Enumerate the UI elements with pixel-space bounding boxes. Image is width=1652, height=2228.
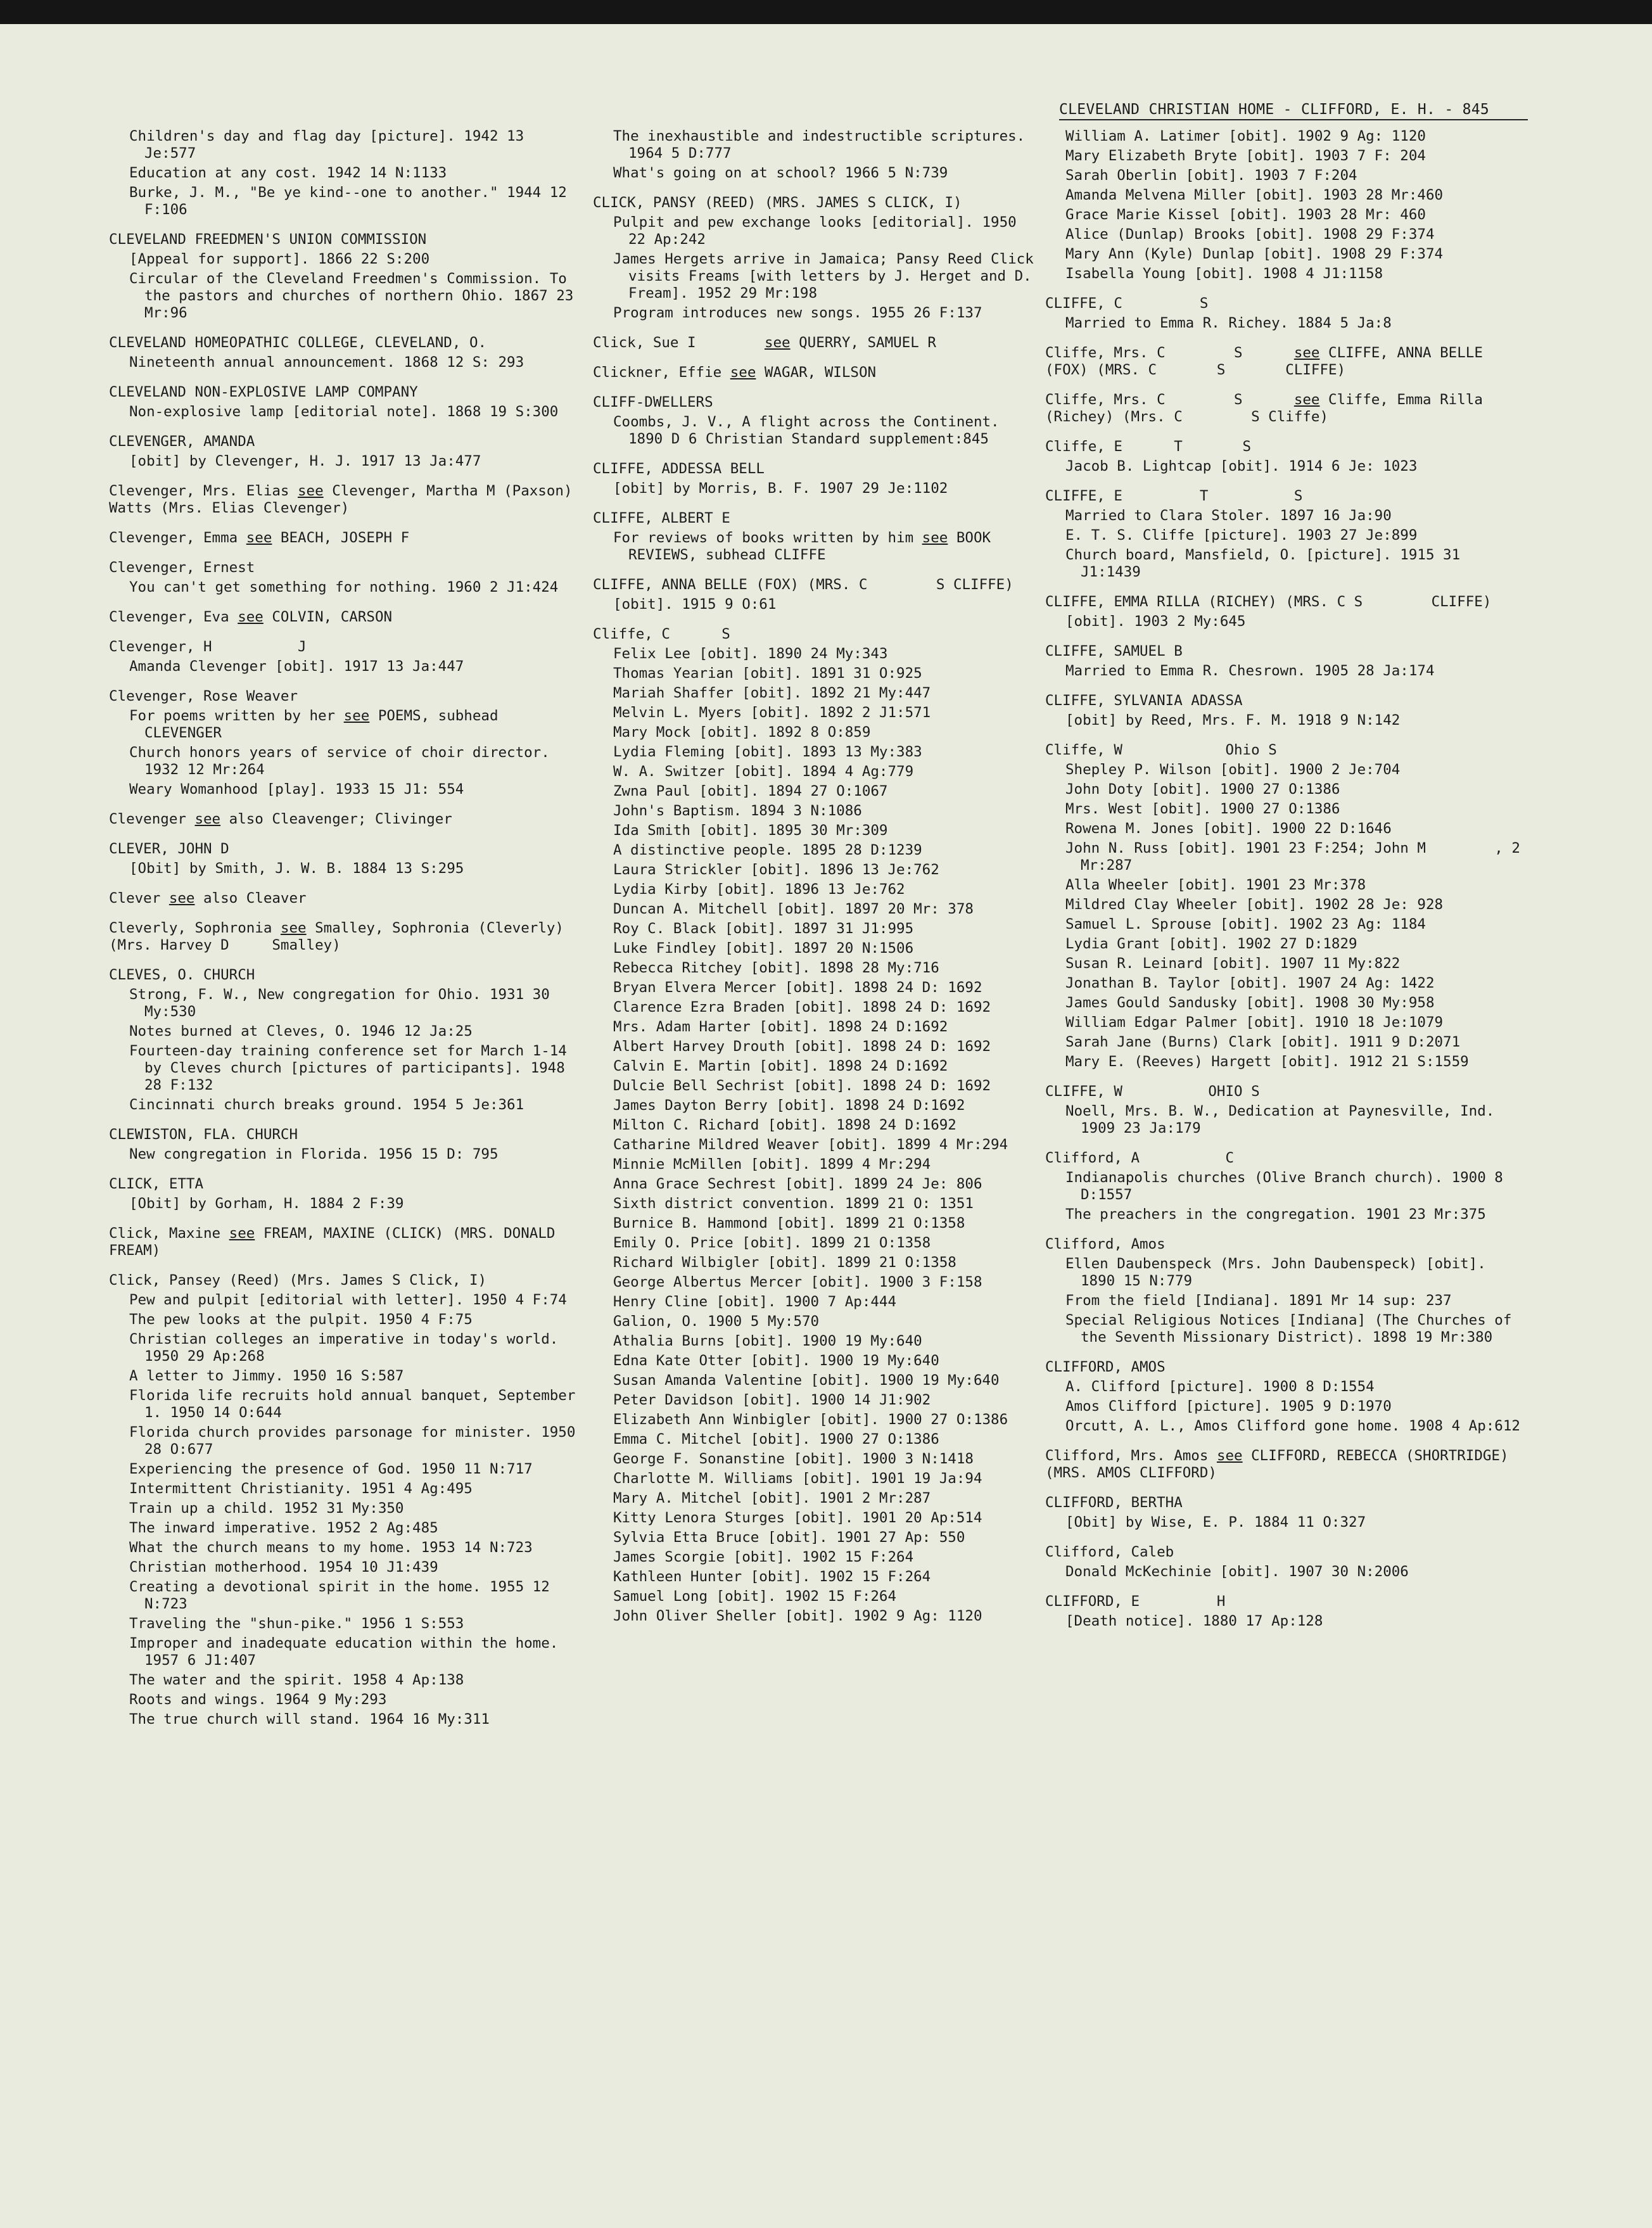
index-entry bbox=[109, 384, 578, 421]
citation-line: Charlotte M. Williams [obit]. 1901 19 Ja:94 bbox=[613, 1470, 982, 1487]
entry-heading: CLIFFE, EMMA RILLA (RICHEY) (MRS. C S CLIFFE) bbox=[1045, 594, 1492, 610]
citation-line: Christian colleges an imperative in today's world. 1950 29 Ap:268 bbox=[129, 1331, 567, 1365]
index-column-1 bbox=[109, 125, 584, 1741]
citation-line: Roy C. Black [obit]. 1897 31 J1:995 bbox=[613, 920, 914, 937]
citation-line: Edna Kate Otter [obit]. 1900 19 My:640 bbox=[613, 1353, 939, 1369]
entry-heading: Cleverly, Sophronia see Smalley, Sophronia (Cleverly) (Mrs. Harvey D Smalley) bbox=[109, 920, 573, 953]
index-entry bbox=[1045, 391, 1527, 426]
citation-line: Florida life recruits hold annual banquet, September 1. 1950 14 O:644 bbox=[129, 1387, 584, 1421]
citation-line: Weary Womanhood [play]. 1933 15 J1: 554 bbox=[129, 781, 464, 798]
index-entry bbox=[1045, 128, 1527, 283]
citation-line: Mariah Shaffer [obit]. 1892 21 My:447 bbox=[613, 685, 931, 701]
citation-line: Catharine Mildred Weaver [obit]. 1899 4 Mr:294 bbox=[613, 1136, 1008, 1153]
index-entry bbox=[1045, 1448, 1527, 1482]
citation-line: The pew looks at the pulpit. 1950 4 F:75 bbox=[129, 1311, 473, 1328]
citation-line: Albert Harvey Drouth [obit]. 1898 24 D: 1692 bbox=[613, 1038, 991, 1055]
citation-line: E. T. S. Cliffe [picture]. 1903 27 Je:899 bbox=[1065, 527, 1418, 544]
citation-line: Isabella Young [obit]. 1908 4 J1:1158 bbox=[1065, 265, 1383, 282]
citation-line: John's Baptism. 1894 3 N:1086 bbox=[613, 803, 862, 819]
citation-line: Mary E. (Reeves) Hargett [obit]. 1912 21 S:1559 bbox=[1065, 1054, 1469, 1070]
entry-heading: Clevenger, Ernest bbox=[109, 559, 255, 576]
citation-line: You can't get something for nothing. 1960 2 J1:424 bbox=[129, 579, 559, 595]
entry-heading: CLIFF-DWELLERS bbox=[593, 394, 713, 411]
citation-line: [obit] by Reed, Mrs. F. M. 1918 9 N:142 bbox=[1065, 712, 1401, 729]
citation-line: Improper and inadequate education within the home. 1957 6 J1:407 bbox=[129, 1635, 567, 1669]
citation-line: Amanda Melvena Miller [obit]. 1903 28 Mr:460 bbox=[1065, 187, 1444, 203]
entry-heading: CLIFFE, ALBERT E bbox=[593, 510, 730, 526]
citation-line: A distinctive people. 1895 28 D:1239 bbox=[613, 842, 922, 858]
citation-line: Alice (Dunlap) Brooks [obit]. 1908 29 F:374 bbox=[1065, 226, 1435, 243]
citation-line: Christian motherhood. 1954 10 J1:439 bbox=[129, 1559, 438, 1576]
index-entry bbox=[109, 483, 581, 517]
citation-line: For reviews of books written by him see BOOK REVIEWS, subhead CLIFFE bbox=[613, 530, 1000, 563]
index-entry bbox=[1045, 1494, 1527, 1531]
entry-heading: Clifford, Amos bbox=[1045, 1236, 1166, 1252]
citation-line: Mary Elizabeth Bryte [obit]. 1903 7 F: 204 bbox=[1065, 148, 1426, 164]
citation-line: Experiencing the presence of God. 1950 11 N:717 bbox=[129, 1461, 533, 1477]
entry-heading: CLEWISTON, FLA. CHURCH bbox=[109, 1126, 298, 1143]
citation-line: [Appeal for support]. 1866 22 S:200 bbox=[129, 251, 430, 267]
citation-line: For poems written by her see POEMS, subhead CLEVENGER bbox=[129, 708, 507, 741]
citation-line: Roots and wings. 1964 9 My:293 bbox=[129, 1691, 387, 1708]
citation-line: New congregation in Florida. 1956 15 D: 795 bbox=[129, 1146, 499, 1162]
citation-line: A. Clifford [picture]. 1900 8 D:1554 bbox=[1065, 1378, 1375, 1395]
citation-line: George Albertus Mercer [obit]. 1900 3 F:158 bbox=[613, 1274, 982, 1290]
citation-line: Pulpit and pew exchange looks [editorial]. 1950 22 Ap:242 bbox=[613, 214, 1026, 248]
citation-line: Zwna Paul [obit]. 1894 27 O:1067 bbox=[613, 783, 888, 799]
index-entry bbox=[109, 1126, 578, 1163]
citation-line: James Gould Sandusky [obit]. 1908 30 My:958 bbox=[1065, 995, 1435, 1011]
entry-heading: Cliffe, Mrs. C S see CLIFFE, ANNA BELLE (FOX) (MRS. C S CLIFFE) bbox=[1045, 345, 1492, 378]
citation-line: The preachers in the congregation. 1901 23 Mr:375 bbox=[1065, 1206, 1486, 1223]
index-entry bbox=[1045, 692, 1527, 729]
citation-line: Bryan Elvera Mercer [obit]. 1898 24 D: 1692 bbox=[613, 979, 982, 996]
citation-line: Notes burned at Cleves, O. 1946 12 Ja:25 bbox=[129, 1023, 473, 1040]
index-entry bbox=[593, 626, 1039, 1625]
citation-line: James Dayton Berry [obit]. 1898 24 D:1692 bbox=[613, 1097, 965, 1114]
entry-heading: CLIFFORD, AMOS bbox=[1045, 1359, 1166, 1375]
entry-heading: CLEVES, O. CHURCH bbox=[109, 967, 255, 983]
index-entry bbox=[593, 510, 1039, 564]
citation-line: Thomas Yearian [obit]. 1891 31 O:925 bbox=[613, 665, 922, 682]
citation-line: George F. Sonanstine [obit]. 1900 3 N:1418 bbox=[613, 1451, 974, 1467]
citation-line: Circular of the Cleveland Freedmen's Commission. To the pastors and churches of northern Ohio. 1867 23 Mr:96 bbox=[129, 271, 582, 321]
citation-line: Henry Cline [obit]. 1900 7 Ap:444 bbox=[613, 1294, 897, 1310]
citation-line: Milton C. Richard [obit]. 1898 24 D:1692 bbox=[613, 1117, 956, 1133]
entry-heading: CLIFFORD, E H bbox=[1045, 1593, 1226, 1610]
citation-line: Orcutt, A. L., Amos Clifford gone home. 1908 4 Ap:612 bbox=[1065, 1418, 1520, 1434]
citation-line: [Obit] by Gorham, H. 1884 2 F:39 bbox=[129, 1195, 404, 1212]
entry-heading: Clevenger, Emma see BEACH, JOSEPH F bbox=[109, 530, 410, 546]
citation-line: James Hergets arrive in Jamaica; Pansy Reed Click visits Freams [with letters by J. Herget and D. Fream]. 1952 29 Mr:198 bbox=[613, 251, 1043, 302]
citation-line: Luke Findley [obit]. 1897 20 N:1506 bbox=[613, 940, 914, 957]
citation-line: Creating a devotional spirit in the home. 1955 12 N:723 bbox=[129, 1579, 559, 1612]
citation-line: The true church will stand. 1964 16 My:311 bbox=[129, 1711, 490, 1728]
index-entry bbox=[1045, 345, 1527, 379]
citation-line: Lydia Fleming [obit]. 1893 13 My:383 bbox=[613, 744, 922, 760]
index-entry bbox=[593, 194, 1043, 322]
citation-line: Mrs. West [obit]. 1900 27 O:1386 bbox=[1065, 801, 1340, 817]
entry-heading: Click, Pansey (Reed) (Mrs. James S Click, I) bbox=[109, 1272, 487, 1289]
citation-line: Jonathan B. Taylor [obit]. 1907 24 Ag: 1422 bbox=[1065, 975, 1435, 991]
citation-line: John Oliver Sheller [obit]. 1902 9 Ag: 1120 bbox=[613, 1608, 982, 1624]
entry-heading: Cliffe, E T S bbox=[1045, 438, 1252, 455]
citation-line: Sarah Oberlin [obit]. 1903 7 F:204 bbox=[1065, 167, 1357, 184]
index-entry bbox=[593, 128, 1039, 182]
index-entry bbox=[593, 461, 1039, 497]
citation-line: [obit]. 1915 9 O:61 bbox=[613, 596, 777, 613]
index-entry bbox=[109, 530, 578, 547]
entry-heading: Clever see also Cleaver bbox=[109, 890, 307, 907]
index-entry bbox=[109, 811, 578, 828]
index-entry bbox=[109, 920, 578, 954]
citation-line: [Obit] by Wise, E. P. 1884 11 O:327 bbox=[1065, 1514, 1366, 1531]
entry-heading: Clifford, A C bbox=[1045, 1150, 1235, 1166]
index-entry bbox=[109, 639, 578, 675]
index-entry bbox=[109, 609, 578, 626]
citation-line: Nineteenth annual announcement. 1868 12 S: 293 bbox=[129, 354, 524, 371]
citation-line: John N. Russ [obit]. 1901 23 F:254; John M , 2 Mr:287 bbox=[1065, 840, 1529, 874]
index-entry bbox=[1045, 438, 1527, 475]
citation-line: Education at any cost. 1942 14 N:1133 bbox=[129, 165, 447, 181]
citation-line: Mrs. Adam Harter [obit]. 1898 24 D:1692 bbox=[613, 1019, 948, 1035]
citation-line: Grace Marie Kissel [obit]. 1903 28 Mr: 460 bbox=[1065, 207, 1426, 223]
citation-line: Calvin E. Martin [obit]. 1898 24 D:1692 bbox=[613, 1058, 948, 1074]
entry-heading: CLIFFE, ANNA BELLE (FOX) (MRS. C S CLIFFE) bbox=[593, 576, 1013, 593]
citation-line: Samuel Long [obit]. 1902 15 F:264 bbox=[613, 1588, 897, 1605]
citation-line: Lydia Kirby [obit]. 1896 13 Je:762 bbox=[613, 881, 905, 898]
index-entry bbox=[109, 1176, 578, 1213]
citation-line: The inward imperative. 1952 2 Ag:485 bbox=[129, 1520, 438, 1536]
index-entry bbox=[1045, 1593, 1527, 1630]
index-column-2 bbox=[593, 125, 1043, 1638]
citation-line: Ellen Daubenspeck (Mrs. John Daubenspeck) [obit]. 1890 15 N:779 bbox=[1065, 1256, 1495, 1289]
index-entry bbox=[593, 364, 1039, 381]
entry-heading: Clevenger, H J bbox=[109, 639, 307, 655]
citation-line: Kathleen Hunter [obit]. 1902 15 F:264 bbox=[613, 1569, 931, 1585]
entry-heading: Clevenger, Mrs. Elias see Clevenger, Martha M (Paxson) Watts (Mrs. Elias Clevenger) bbox=[109, 483, 581, 516]
citation-line: From the field [Indiana]. 1891 Mr 14 sup: 237 bbox=[1065, 1292, 1452, 1309]
entry-heading: Click, Maxine see FREAM, MAXINE (CLICK) (MRS. DONALD FREAM) bbox=[109, 1225, 564, 1259]
entry-heading: CLEVELAND FREEDMEN'S UNION COMMISSION bbox=[109, 231, 427, 248]
index-entry bbox=[1045, 488, 1527, 581]
citation-line: Felix Lee [obit]. 1890 24 My:343 bbox=[613, 646, 888, 662]
citation-line: Donald McKechinie [obit]. 1907 30 N:2006 bbox=[1065, 1563, 1409, 1580]
citation-line: Melvin L. Myers [obit]. 1892 2 J1:571 bbox=[613, 704, 931, 721]
citation-line: [obit]. 1903 2 My:645 bbox=[1065, 613, 1246, 630]
citation-line: Special Religious Notices [Indiana] (The Churches of the Seventh Missionary District). 1898 19 Mr:380 bbox=[1065, 1312, 1520, 1346]
citation-line: Mary Mock [obit]. 1892 8 O:859 bbox=[613, 724, 871, 741]
index-entry bbox=[1045, 594, 1527, 630]
entry-heading: CLEVELAND NON-EXPLOSIVE LAMP COMPANY bbox=[109, 384, 418, 400]
citation-line: Sarah Jane (Burns) Clark [obit]. 1911 9 D:2071 bbox=[1065, 1034, 1461, 1050]
citation-line: Ida Smith [obit]. 1895 30 Mr:309 bbox=[613, 822, 888, 839]
citation-line: Amos Clifford [picture]. 1905 9 D:1970 bbox=[1065, 1398, 1392, 1415]
citation-line: Program introduces new songs. 1955 26 F:137 bbox=[613, 305, 982, 321]
entry-heading: CLIFFE, SYLVANIA ADASSA bbox=[1045, 692, 1243, 709]
citation-line: Rebecca Ritchey [obit]. 1898 28 My:716 bbox=[613, 960, 939, 976]
index-entry bbox=[1045, 295, 1527, 332]
citation-line: William Edgar Palmer [obit]. 1910 18 Je:1079 bbox=[1065, 1014, 1444, 1031]
citation-line: Indianapolis churches (Olive Branch church). 1900 8 D:1557 bbox=[1065, 1169, 1512, 1203]
citation-line: Non-explosive lamp [editorial note]. 1868 19 S:300 bbox=[129, 404, 559, 420]
entry-heading: Clickner, Effie see WAGAR, WILSON bbox=[593, 364, 877, 381]
citation-line: Laura Strickler [obit]. 1896 13 Je:762 bbox=[613, 862, 939, 878]
citation-line: Rowena M. Jones [obit]. 1900 22 D:1646 bbox=[1065, 820, 1392, 837]
citation-line: W. A. Switzer [obit]. 1894 4 Ag:779 bbox=[613, 763, 914, 780]
citation-line: Married to Clara Stoler. 1897 16 Ja:90 bbox=[1065, 507, 1392, 524]
index-entry bbox=[1045, 1544, 1527, 1581]
citation-line: Jacob B. Lightcap [obit]. 1914 6 Je: 1023 bbox=[1065, 458, 1418, 474]
citation-line: Emma C. Mitchel [obit]. 1900 27 O:1386 bbox=[613, 1431, 939, 1448]
citation-line: Intermittent Christianity. 1951 4 Ag:495 bbox=[129, 1480, 473, 1497]
citation-line: Sixth district convention. 1899 21 O: 1351 bbox=[613, 1195, 974, 1212]
citation-line: John Doty [obit]. 1900 27 O:1386 bbox=[1065, 781, 1340, 798]
index-entry bbox=[1045, 742, 1527, 1071]
entry-heading: CLIFFE, E T S bbox=[1045, 488, 1303, 504]
running-header: CLEVELAND CHRISTIAN HOME - CLIFFORD, E. H. - 845 bbox=[1059, 100, 1528, 120]
entry-heading: CLIFFE, C S bbox=[1045, 295, 1209, 312]
citation-line: Traveling the "shun-pike." 1956 1 S:553 bbox=[129, 1615, 464, 1632]
entry-heading: Clevenger, Rose Weaver bbox=[109, 688, 298, 704]
citation-line: Mildred Clay Wheeler [obit]. 1902 28 Je: 928 bbox=[1065, 896, 1444, 913]
citation-line: The water and the spirit. 1958 4 Ap:138 bbox=[129, 1672, 464, 1688]
citation-line: [obit] by Clevenger, H. J. 1917 13 Ja:477 bbox=[129, 453, 481, 469]
citation-line: The inexhaustible and indestructible scriptures. 1964 5 D:777 bbox=[613, 128, 1034, 162]
citation-line: Alla Wheeler [obit]. 1901 23 Mr:378 bbox=[1065, 877, 1366, 893]
citation-line: Richard Wilbigler [obit]. 1899 21 O:1358 bbox=[613, 1254, 956, 1271]
entry-heading: Clevenger see also Cleavenger; Clivinger bbox=[109, 811, 452, 827]
citation-line: Sylvia Etta Bruce [obit]. 1901 27 Ap: 550 bbox=[613, 1529, 965, 1546]
citation-line: Samuel L. Sprouse [obit]. 1902 23 Ag: 1184 bbox=[1065, 916, 1426, 933]
index-entry bbox=[109, 967, 578, 1114]
index-entry bbox=[109, 559, 578, 596]
index-column-3 bbox=[1045, 125, 1527, 1643]
index-entry bbox=[109, 1272, 584, 1728]
index-entry bbox=[109, 1225, 578, 1259]
index-entry bbox=[109, 688, 578, 798]
citation-line: Amanda Clevenger [obit]. 1917 13 Ja:447 bbox=[129, 658, 464, 675]
entry-heading: CLIFFE, SAMUEL B bbox=[1045, 643, 1183, 659]
index-entry bbox=[109, 334, 578, 371]
citation-line: Minnie McMillen [obit]. 1899 4 Mr:294 bbox=[613, 1156, 931, 1173]
citation-line: Lydia Grant [obit]. 1902 27 D:1829 bbox=[1065, 936, 1357, 952]
citation-line: Elizabeth Ann Winbigler [obit]. 1900 27 O:1386 bbox=[613, 1411, 1008, 1428]
citation-line: Dulcie Bell Sechrist [obit]. 1898 24 D: 1692 bbox=[613, 1078, 991, 1094]
citation-line: Duncan A. Mitchell [obit]. 1897 20 Mr: 378 bbox=[613, 901, 974, 917]
citation-line: Peter Davidson [obit]. 1900 14 J1:902 bbox=[613, 1392, 931, 1408]
entry-heading: CLIFFE, W OHIO S bbox=[1045, 1083, 1260, 1100]
index-entry bbox=[1045, 1236, 1527, 1346]
citation-line: Church board, Mansfield, O. [picture]. 1915 31 J1:1439 bbox=[1065, 547, 1469, 580]
citation-line: Noell, Mrs. B. W., Dedication at Paynesville, Ind. 1909 23 Ja:179 bbox=[1065, 1103, 1503, 1136]
citation-line: Clarence Ezra Braden [obit]. 1898 24 D: 1692 bbox=[613, 999, 991, 1015]
index-entry bbox=[593, 576, 1039, 613]
citation-line: William A. Latimer [obit]. 1902 9 Ag: 1120 bbox=[1065, 128, 1426, 144]
citation-line: Susan Amanda Valentine [obit]. 1900 19 My:640 bbox=[613, 1372, 1000, 1389]
entry-heading: Clifford, Mrs. Amos see CLIFFORD, REBECCA (SHORTRIDGE) (MRS. AMOS CLIFFORD) bbox=[1045, 1448, 1518, 1481]
entry-heading: CLIFFE, ADDESSA BELL bbox=[593, 461, 765, 477]
citation-line: [Obit] by Smith, J. W. B. 1884 13 S:295 bbox=[129, 860, 464, 877]
citation-line: Strong, F. W., New congregation for Ohio. 1931 30 My:530 bbox=[129, 986, 559, 1020]
entry-heading: Clevenger, Eva see COLVIN, CARSON bbox=[109, 609, 393, 625]
citation-line: Married to Emma R. Richey. 1884 5 Ja:8 bbox=[1065, 315, 1392, 331]
citation-line: Burnice B. Hammond [obit]. 1899 21 O:1358 bbox=[613, 1215, 965, 1232]
index-entry bbox=[1045, 643, 1527, 680]
index-entry bbox=[109, 841, 578, 877]
citation-line: Coombs, J. V., A flight across the Continent. 1890 D 6 Christian Standard supplement:845 bbox=[613, 414, 1008, 447]
citation-line: Married to Emma R. Chesrown. 1905 28 Ja:174 bbox=[1065, 663, 1435, 679]
entry-heading: CLICK, ETTA bbox=[109, 1176, 204, 1192]
citation-line: Mary A. Mitchel [obit]. 1901 2 Mr:287 bbox=[613, 1490, 931, 1506]
index-entry bbox=[593, 334, 1039, 352]
citation-line: Church honors years of service of choir director. 1932 12 Mr:264 bbox=[129, 744, 559, 778]
entry-heading: CLIFFORD, BERTHA bbox=[1045, 1494, 1183, 1511]
entry-heading: CLEVENGER, AMANDA bbox=[109, 433, 255, 450]
index-entry bbox=[1045, 1150, 1527, 1223]
citation-line: What the church means to my home. 1953 14 N:723 bbox=[129, 1539, 533, 1556]
index-entry bbox=[593, 394, 1039, 448]
index-entry bbox=[1045, 1359, 1527, 1435]
entry-heading: Cliffe, W Ohio S bbox=[1045, 742, 1277, 758]
citation-line: Fourteen-day training conference set for March 1-14 by Cleves church [pictures of participants]. 1948 28 F:132 bbox=[129, 1043, 576, 1093]
citation-line: Train up a child. 1952 31 My:350 bbox=[129, 1500, 404, 1517]
entry-heading: Clifford, Caleb bbox=[1045, 1544, 1174, 1560]
citation-line: A letter to Jimmy. 1950 16 S:587 bbox=[129, 1368, 404, 1384]
citation-line: Cincinnati church breaks ground. 1954 5 Je:361 bbox=[129, 1097, 524, 1113]
citation-line: Emily O. Price [obit]. 1899 21 O:1358 bbox=[613, 1235, 931, 1251]
citation-line: Florida church provides parsonage for minister. 1950 28 O:677 bbox=[129, 1424, 584, 1458]
citation-line: Susan R. Leinard [obit]. 1907 11 My:822 bbox=[1065, 955, 1401, 972]
index-entry bbox=[109, 128, 578, 219]
citation-line: Anna Grace Sechrest [obit]. 1899 24 Je: 806 bbox=[613, 1176, 982, 1192]
scan-top-edge bbox=[0, 0, 1652, 24]
index-entry bbox=[109, 890, 578, 907]
entry-heading: Click, Sue I see QUERRY, SAMUEL R bbox=[593, 334, 936, 351]
citation-line: Children's day and flag day [picture]. 1942 13 Je:577 bbox=[129, 128, 533, 162]
citation-line: [Death notice]. 1880 17 Ap:128 bbox=[1065, 1613, 1323, 1629]
entry-heading: CLICK, PANSY (REED) (MRS. JAMES S CLICK, I) bbox=[593, 194, 962, 211]
citation-line: Athalia Burns [obit]. 1900 19 My:640 bbox=[613, 1333, 922, 1349]
citation-line: Galion, O. 1900 5 My:570 bbox=[613, 1313, 820, 1330]
citation-line: Burke, J. M., "Be ye kind--one to another." 1944 12 F:106 bbox=[129, 184, 576, 218]
entry-heading: Cliffe, Mrs. C S see Cliffe, Emma Rilla (Richey) (Mrs. C S Cliffe) bbox=[1045, 391, 1492, 425]
entry-heading: CLEVELAND HOMEOPATHIC COLLEGE, CLEVELAND, O. bbox=[109, 334, 487, 351]
citation-line: What's going on at school? 1966 5 N:739 bbox=[613, 165, 948, 181]
citation-line: Shepley P. Wilson [obit]. 1900 2 Je:704 bbox=[1065, 761, 1401, 778]
citation-line: [obit] by Morris, B. F. 1907 29 Je:1102 bbox=[613, 480, 948, 497]
entry-heading: Cliffe, C S bbox=[593, 626, 730, 642]
index-entry bbox=[109, 433, 578, 470]
citation-line: James Scorgie [obit]. 1902 15 F:264 bbox=[613, 1549, 914, 1565]
citation-line: Kitty Lenora Sturges [obit]. 1901 20 Ap:514 bbox=[613, 1510, 982, 1526]
citation-line: Pew and pulpit [editorial with letter]. 1950 4 F:74 bbox=[129, 1292, 567, 1308]
index-entry bbox=[1045, 1083, 1527, 1137]
index-entry bbox=[109, 231, 582, 322]
citation-line: Mary Ann (Kyle) Dunlap [obit]. 1908 29 F:374 bbox=[1065, 246, 1444, 262]
entry-heading: CLEVER, JOHN D bbox=[109, 841, 229, 857]
